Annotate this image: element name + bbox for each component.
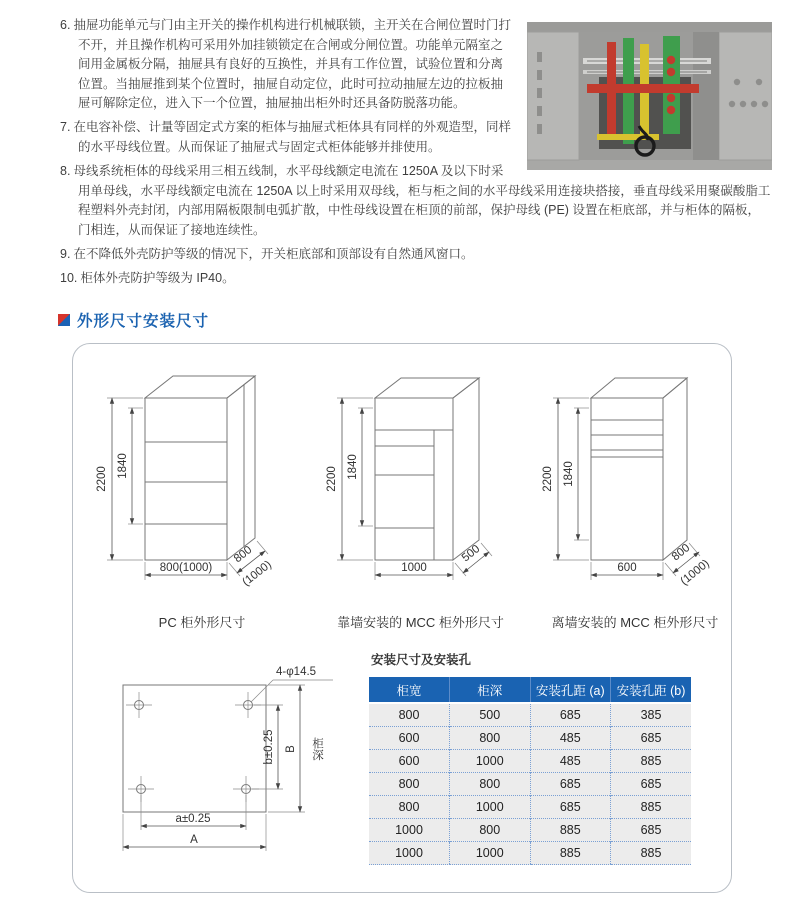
section-title: 外形尺寸安装尺寸 — [77, 313, 210, 330]
dim-inner-height: 1840 — [563, 461, 575, 487]
figure-mcc-wall-cabinet — [313, 364, 528, 631]
table-cell: 885 — [530, 842, 611, 865]
table-cell: 800 — [369, 703, 450, 727]
table-cell: 685 — [530, 773, 611, 796]
mounting-holes-drawing — [93, 654, 343, 869]
mcc-offwall-cabinet-drawing — [541, 364, 729, 609]
mcc-wall-cabinet-drawing — [313, 364, 528, 609]
table-cell: 1000 — [369, 819, 450, 842]
table-cell: 885 — [611, 796, 692, 819]
table-cell: 685 — [611, 727, 692, 750]
dim-height: 2200 — [542, 466, 554, 492]
item-number: 6. — [60, 18, 71, 32]
table-cell: 485 — [530, 750, 611, 773]
item-number: 9. — [60, 247, 71, 262]
install-table-title: 安装尺寸及安装孔 — [371, 653, 472, 667]
install-table-block — [369, 650, 699, 865]
item-number: 7. — [60, 120, 71, 135]
pc-cabinet-drawing — [87, 364, 317, 609]
item-text: 在不降低外壳防护等级的情况下，开关柜底部和顶部设有自然通风窗口。 — [73, 247, 474, 262]
table-row — [369, 750, 691, 773]
dim-A: A — [190, 834, 198, 846]
figure-caption: 离墙安装的 MCC 柜外形尺寸 — [551, 615, 719, 630]
table-cell: 685 — [611, 819, 692, 842]
table-cell: 685 — [530, 796, 611, 819]
table-header-row — [369, 677, 691, 703]
table-cell: 485 — [530, 727, 611, 750]
dim-width: 800(1000) — [159, 562, 213, 574]
section-header — [58, 309, 209, 331]
item-text: 在电容补偿、计量等固定式方案的柜体与抽屉式柜体具有同样的外观造型，同样的水平母线位置。从而保证了抽屉式与固定式柜体能够并排使用。 — [73, 120, 511, 155]
table-cell: 500 — [450, 703, 531, 727]
table-cell: 800 — [369, 796, 450, 819]
figure-caption: 靠墙安装的 MCC 柜外形尺寸 — [337, 615, 504, 630]
table-cell: 800 — [369, 773, 450, 796]
dim-depth: 800 — [669, 541, 693, 564]
table-cell: 885 — [530, 819, 611, 842]
dim-depth: 800 — [231, 544, 255, 566]
intro-item-10 — [60, 269, 772, 289]
cabinet-depth-label: 柜深 — [311, 737, 323, 761]
table-cell: 885 — [611, 750, 692, 773]
figure-mounting-holes — [93, 654, 343, 869]
table-cell: 800 — [450, 773, 531, 796]
table-row — [369, 703, 691, 727]
table-cell: 1000 — [450, 750, 531, 773]
table-header-cell: 安装孔距 (a) — [530, 677, 611, 703]
install-table — [369, 677, 691, 865]
table-header-cell: 安装孔距 (b) — [611, 677, 692, 703]
table-header-cell: 柜深 — [450, 677, 531, 703]
table-row — [369, 727, 691, 750]
intro-item-9 — [60, 245, 772, 265]
dim-a: a±0.25 — [175, 813, 211, 825]
cabinet-photo — [527, 22, 772, 170]
table-cell: 600 — [369, 750, 450, 773]
intro-section — [60, 16, 772, 293]
item-number: 8. — [60, 164, 71, 179]
table-cell: 685 — [530, 703, 611, 727]
table-cell: 1000 — [450, 842, 531, 865]
table-cell: 600 — [369, 727, 450, 750]
figure-mcc-offwall-cabinet — [541, 364, 729, 631]
table-cell: 885 — [611, 842, 692, 865]
table-row — [369, 773, 691, 796]
dim-b: b±0.25 — [263, 729, 275, 765]
table-cell: 800 — [450, 819, 531, 842]
table-header-cell: 柜宽 — [369, 677, 450, 703]
table-cell: 800 — [450, 727, 531, 750]
dim-height: 2200 — [326, 466, 338, 492]
dim-depth: 500 — [459, 542, 483, 565]
table-row — [369, 796, 691, 819]
dim-B: B — [285, 745, 297, 753]
table-cell: 1000 — [450, 796, 531, 819]
item-number: 10. — [60, 271, 78, 286]
item-text: 柜体外壳防护等级为 IP40。 — [80, 271, 235, 286]
figure-caption: PC 柜外形尺寸 — [158, 615, 246, 630]
section-marker-icon — [58, 314, 70, 326]
dim-depth-alt: (1000) — [678, 557, 712, 588]
intro-item-8 — [60, 162, 772, 240]
dim-height: 2200 — [96, 466, 108, 492]
item-text: 抽屉功能单元与门由主开关的操作机构进行机械联锁，主开关在合闸位置时门打不开，并且操作机构可采用外加挂锁锁定在合闸或分闸位置。功能单元隔室之间用金属板分隔，抽屉具有良好的互换性，并具有工作位置，试验位置和分离位置。当抽屉推到某个位置时，抽屉自动定位，此时可拉动抽屉左边的拉板抽屉可解除定位，进入下一个位置，抽屉抽出柜外时还具备防脱落功能。 — [73, 18, 511, 111]
dimensions-panel — [72, 343, 732, 893]
dim-width: 600 — [617, 562, 637, 574]
hole-callout: 4-φ14.5 — [276, 666, 317, 678]
figure-pc-cabinet — [87, 364, 317, 631]
table-cell: 1000 — [369, 842, 450, 865]
dim-depth-alt: (1000) — [240, 558, 274, 589]
table-row — [369, 842, 691, 865]
item-text: 母线系统柜体的母线采用三相五线制，水平母线额定电流在 1250A 及以下时采用单母线，水平母线额定电流在 1250A 以上时采用双母线，柜与柜之间的水平母线采用连接块搭接，垂直母线采用聚碳酸脂工程塑料外壳封闭，内部用隔板限制电弧扩散，中性母线设置在柜顶的前部，保护母线 (PE) 设置在柜底部，并与柜体的隔板，门相连，从而保证了接地连续性。 — [73, 164, 771, 237]
cabinet-photo-image — [527, 22, 772, 170]
dim-inner-height: 1840 — [117, 453, 129, 479]
table-row — [369, 819, 691, 842]
table-cell: 685 — [611, 773, 692, 796]
table-cell: 385 — [611, 703, 692, 727]
dim-inner-height: 1840 — [347, 454, 359, 480]
dim-width: 1000 — [401, 562, 427, 574]
